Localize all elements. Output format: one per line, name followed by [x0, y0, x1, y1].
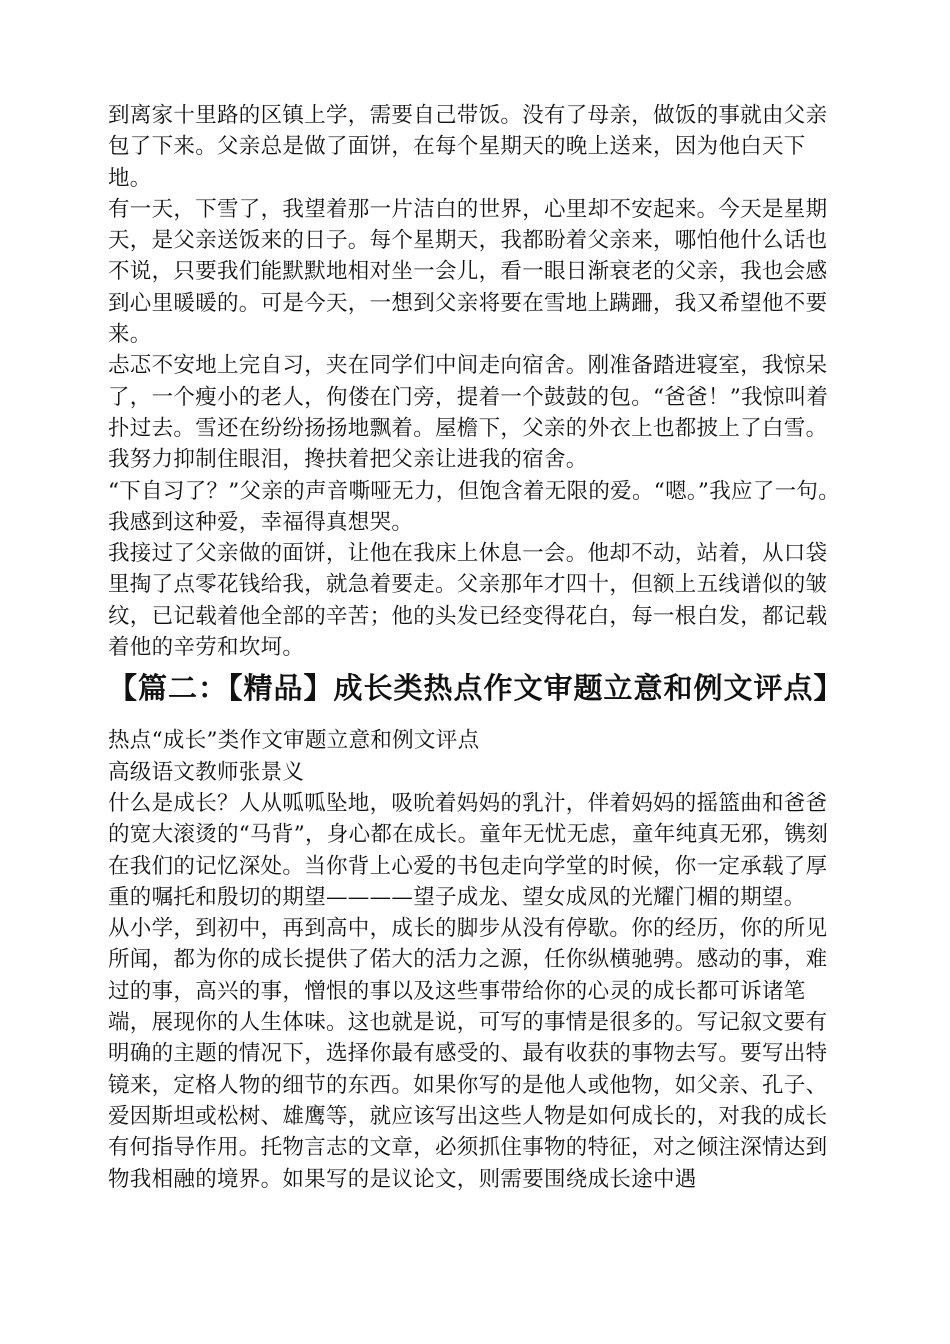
author-line: 高级语文教师张景义: [108, 759, 305, 785]
story-paragraph-2: 有一天，下雪了，我望着那一片洁白的世界，心里却不安起来。今天是星期天，是父亲送饭来的日子。每个星期天，我都盼着父亲来，哪怕他什么话也不说，只要我们能默默地相对坐一会儿，看一眼日渐衰老的父亲，我也会感到心里暖暖的。可是今天，一想到父亲将要在雪地上蹒跚，我又希望他不要来。: [108, 196, 828, 348]
story-paragraph-1: 到离家十里路的区镇上学，需要自己带饭。没有了母亲，做饭的事就由父亲包了下来。父亲总是做了面饼，在每个星期天的晚上送来，因为他白天下地。: [108, 103, 828, 191]
story-paragraph-3: 忐忑不安地上完自习，夹在同学们中间走向宿舍。刚准备踏进寝室，我惊呆了，一个瘦小的老人，佝偻在门旁，提着一个鼓鼓的包。“爸爸！”我惊叫着扑过去。雪还在纷纷扬扬地飘着。屋檐下，父亲的外衣上也都披上了白雪。我努力抑制住眼泪，搀扶着把父亲让进我的宿舍。: [108, 353, 829, 473]
story-paragraph-4: “下自习了？”父亲的声音嘶哑无力，但饱含着无限的爱。“嗯。”我应了一句。我感到这种爱，幸福得真想哭。: [108, 478, 841, 535]
section-heading: 【篇二：【精品】成长类热点作文审题立意和例文评点】: [108, 671, 844, 706]
essay-paragraph-1: 什么是成长？人从呱呱坠地，吸吮着妈妈的乳汁，伴着妈妈的摇篮曲和爸爸的宽大滚烫的“马背”，身心都在成长。童年无忧无虑，童年纯真无邪，镌刻在我们的记忆深处。当你背上心爱的书包走向学堂的时候，你一定承载了厚重的嘱托和殷切的期望————望子成龙、望女成凤的光耀门楣的期望。: [108, 790, 829, 910]
section-title: 热点“成长”类作文审题立意和例文评点: [108, 728, 480, 754]
essay-paragraph-2: 从小学，到初中，再到高中，成长的脚步从没有停歇。你的经历，你的所见所闻，都为你的成长提供了偌大的活力之源，任你纵横驰骋。感动的事，难过的事，高兴的事，憎恨的事以及这些事带给你的心灵的成长都可诉诸笔端，展现你的人生体味。这也就是说，可写的事情是很多的。写记叙文要有明确的主题的情况下，选择你最有感受的、最有收获的事物去写。要写出特镜来，定格人物的细节的东西。如果你写的是他人或他物，如父亲、孔子、爱因斯坦或松树、雄鹰等，就应该写出这些人物是如何成长的，对我的成长有何指导作用。托物言志的文章，必须抓住事物的特征，对之倾注深情达到物我相融的境界。如果写的是议论文，则需要围绕成长途中遇: [108, 916, 828, 1192]
story-paragraph-5: 我接过了父亲做的面饼，让他在我床上休息一会。他却不动，站着，从口袋里掏了点零花钱给我，就急着要走。父亲那年才四十，但额上五线谱似的皱纹，已记载着他全部的辛苦；他的头发已经变得花白，每一根白发，都记载着他的辛劳和坎坷。: [108, 541, 828, 661]
document-page: [108, 100, 848, 1195]
